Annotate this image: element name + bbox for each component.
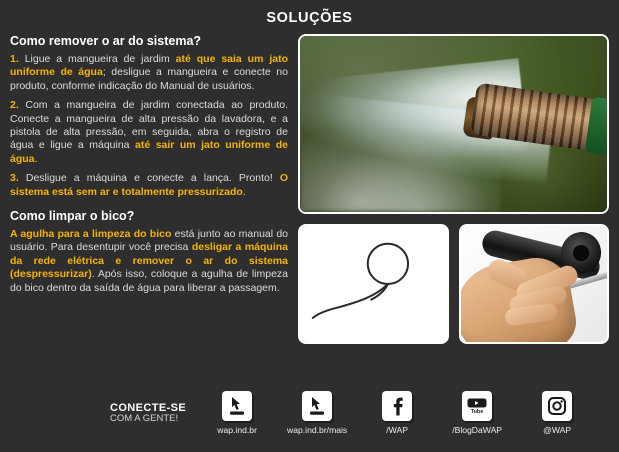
step-2-text-a: Com a mangueira de jardim conectada ao produto. Conecte a mangueira de alta pressão da lavadora, e a pistola de alta pressão, em seguida, abra o registro de água e ligue a máquina [10,99,288,152]
svg-text:Tube: Tube [470,409,484,415]
connect-line-1: CONECTE-SE [110,401,187,414]
step-1-text-a: Ligue a mangueira de jardim [24,53,176,65]
page-title: SOLUÇÕES [266,10,353,26]
nozzle-highlight-2: desligar a máquina da rede elétrica e remover o ar do sistema (despressurizar) [10,241,288,281]
social-label-site: wap.ind.br [217,425,257,435]
social-link-site-mais[interactable] [284,391,350,435]
social-link-facebook[interactable] [364,391,430,435]
social-label-facebook: /WAP [386,425,408,435]
connect-line-2: COM A GENTE! [110,412,179,424]
facebook-icon-glyph [389,396,405,416]
paragraph-clean-nozzle [10,228,288,295]
step-number-1: 1. [10,53,19,65]
nozzle-highlight-1: A agulha para a limpeza do bico [10,228,172,241]
cursor-click-icon [302,391,332,421]
photo-hose-water-jet [298,34,609,214]
social-link-youtube[interactable] [444,391,510,435]
social-label-site-mais: wap.ind.br/mais [287,425,348,435]
instagram-icon [542,391,572,421]
social-links [204,391,590,435]
section-heading-clean-nozzle: Como limpar o bico? [10,209,135,224]
image-column [298,34,609,344]
paragraph-step-1 [10,53,288,93]
youtube-icon-glyph [466,397,488,415]
nozzle-text-a: está junto ao manual do usuário. Para desentupir você precisa [10,228,289,254]
cursor-click-icon-glyph [228,396,246,416]
social-label-instagram: @WAP [543,425,572,435]
step-1-text-b: ; desligue a mangueira e conecte no produto, conforme indicação do Manual de usuários. [10,66,288,92]
youtube-icon [462,391,492,421]
cursor-click-icon [222,391,252,421]
photo-cleaning-needle [298,224,449,344]
nozzle-text-b: . Após isso, coloque a agulha de limpeza do bico dentro da saída de água para liberar a passagem. [10,268,288,294]
photo-hand-with-lance [459,224,610,344]
social-label-youtube: /BlogDaWAP [452,425,503,435]
connect-with-us-block [110,402,186,425]
paragraph-step-3 [10,172,288,199]
content-area [10,34,609,344]
section-heading-remove-air: Como remover o ar do sistema? [10,34,202,48]
step-number-3: 3. [10,172,19,185]
footer [0,382,619,444]
needle-illustration-icon [300,226,447,342]
step-3-highlight: O sistema está sem ar e totalmente pressurizado [10,172,289,198]
step-2-text-b: . [34,152,38,165]
instagram-icon-glyph [547,396,567,416]
small-image-row [298,224,609,344]
step-3-text-b: . [242,185,246,198]
text-column [10,34,288,344]
social-link-site[interactable] [204,391,270,435]
facebook-icon [382,391,412,421]
step-1-highlight: até que saia um jato uniforme de água [10,53,288,79]
paragraph-step-2 [10,99,288,166]
step-3-text-a: Desligue a máquina e conecte a lança. Pronto! [25,172,280,185]
cursor-click-icon-glyph [308,396,326,416]
step-2-highlight: até sair um jato uniforme de água [10,139,288,165]
social-link-instagram[interactable] [524,391,590,435]
step-number-2: 2. [10,99,19,112]
